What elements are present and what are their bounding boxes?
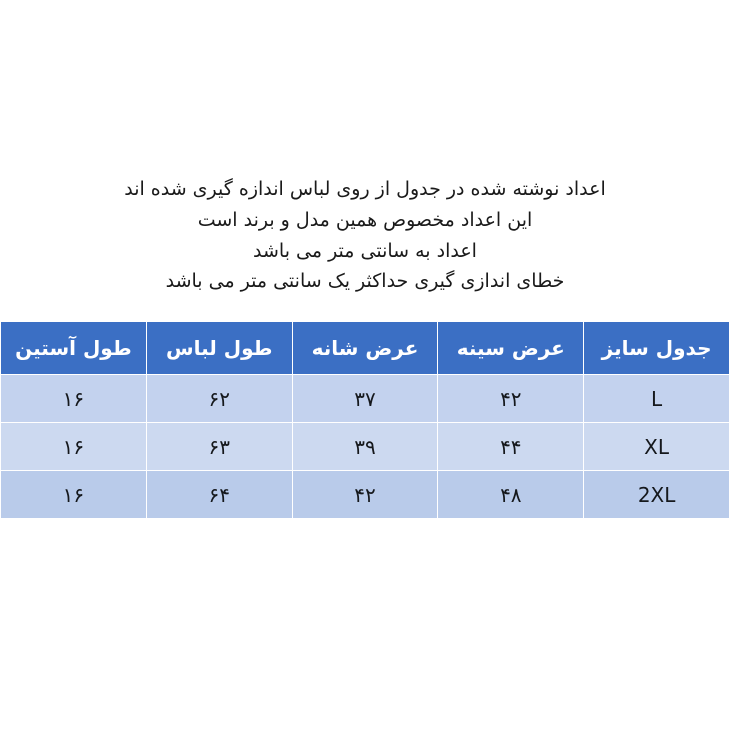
table-row [1,375,730,423]
cell-size: XL [584,423,730,471]
cell-chest-width: ۴۴ [438,423,584,471]
cell-garment-length: ۶۲ [146,375,292,423]
table-header-row [1,322,730,375]
cell-shoulder-width: ۳۷ [292,375,438,423]
cell-size: L [584,375,730,423]
cell-shoulder-width: ۳۹ [292,423,438,471]
column-header-garment-length: طول لباس [146,322,292,375]
note-line-2: این اعداد مخصوص همین مدل و برند است [197,208,533,231]
cell-size: 2XL [584,471,730,519]
cell-garment-length: ۶۴ [146,471,292,519]
cell-garment-length: ۶۳ [146,423,292,471]
column-header-chest-width: عرض سینه [438,322,584,375]
cell-chest-width: ۴۲ [438,375,584,423]
column-header-shoulder-width: عرض شانه [292,322,438,375]
table-body [1,375,730,519]
cell-chest-width: ۴۸ [438,471,584,519]
table-header [1,322,730,375]
cell-sleeve-length: ۱۶ [1,471,147,519]
top-whitespace [0,0,730,152]
note-line-1: اعداد نوشته شده در جدول از روی لباس اندازه گیری شده اند [124,178,606,200]
notes-block [0,152,730,311]
bottom-whitespace [0,519,730,730]
column-header-size: جدول سایز [584,322,730,375]
note-line-4: خطای اندازی گیری حداکثر یک سانتی متر می باشد [165,270,565,293]
note-line-3: اعداد به سانتی متر می باشد [253,239,477,262]
cell-sleeve-length: ۱۶ [1,423,147,471]
size-table [0,321,730,519]
cell-shoulder-width: ۴۲ [292,471,438,519]
cell-sleeve-length: ۱۶ [1,375,147,423]
table-row [1,423,730,471]
column-header-sleeve-length: طول آستین [1,322,147,375]
table-row [1,471,730,519]
